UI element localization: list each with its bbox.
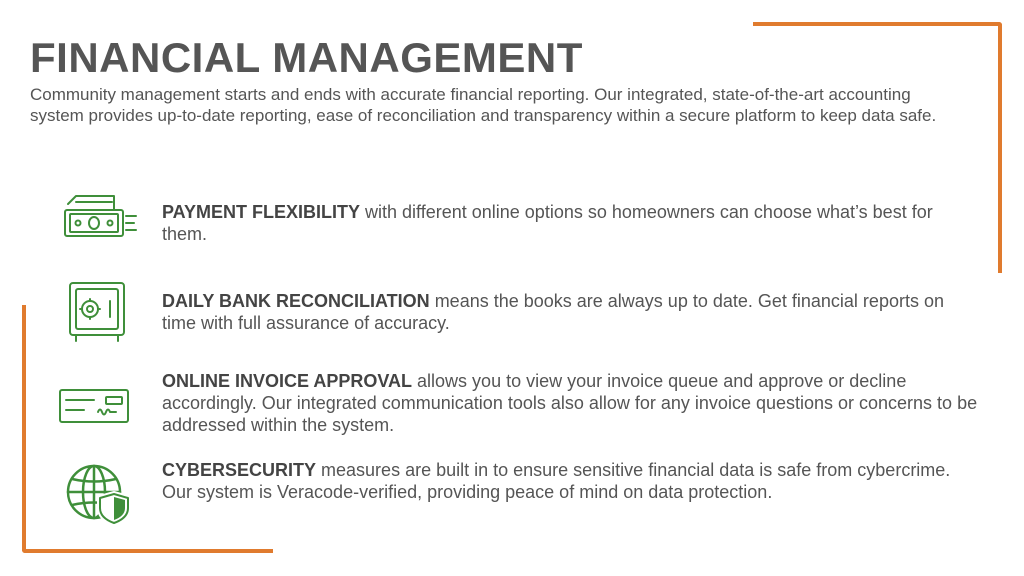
feature-heading: PAYMENT FLEXIBILITY (162, 202, 361, 222)
feature-heading: CYBERSECURITY (162, 460, 317, 480)
feature-text: allows you to view your invoice queue and approve or decline accordingly. Our integrated communication tools also allow for any invoice questions or concerns to be addressed within the system. (162, 371, 978, 435)
feature-cybersecurity (162, 459, 982, 503)
feature-text: with different online options so homeowners can choose what’s best for them. (162, 202, 933, 244)
feature-daily-bank-reconciliation (162, 290, 982, 334)
money-icon (62, 192, 138, 249)
feature-online-invoice-approval (162, 370, 982, 436)
safe-icon (68, 281, 126, 348)
intro-paragraph: Community management starts and ends with accurate financial reporting. Our integrated, state-of-the-art accounting system provides up-to-date reporting, ease of reconciliation and transparency within a secure platform to keep data safe. (30, 85, 937, 125)
feature-payment-flexibility (162, 201, 982, 245)
feature-heading: DAILY BANK RECONCILIATION (162, 291, 430, 311)
feature-text: means the books are always up to date. Get financial reports on time with full assurance of accuracy. (162, 291, 944, 333)
check-icon (58, 388, 130, 429)
feature-text: measures are built in to ensure sensitive financial data is safe from cybercrime. Our system is Veracode-verified, providing peace of mind on data protection. (162, 460, 951, 502)
globe-shield-icon (66, 462, 130, 529)
page-title: FINANCIAL MANAGEMENT (30, 34, 583, 81)
feature-heading: ONLINE INVOICE APPROVAL (162, 371, 413, 391)
